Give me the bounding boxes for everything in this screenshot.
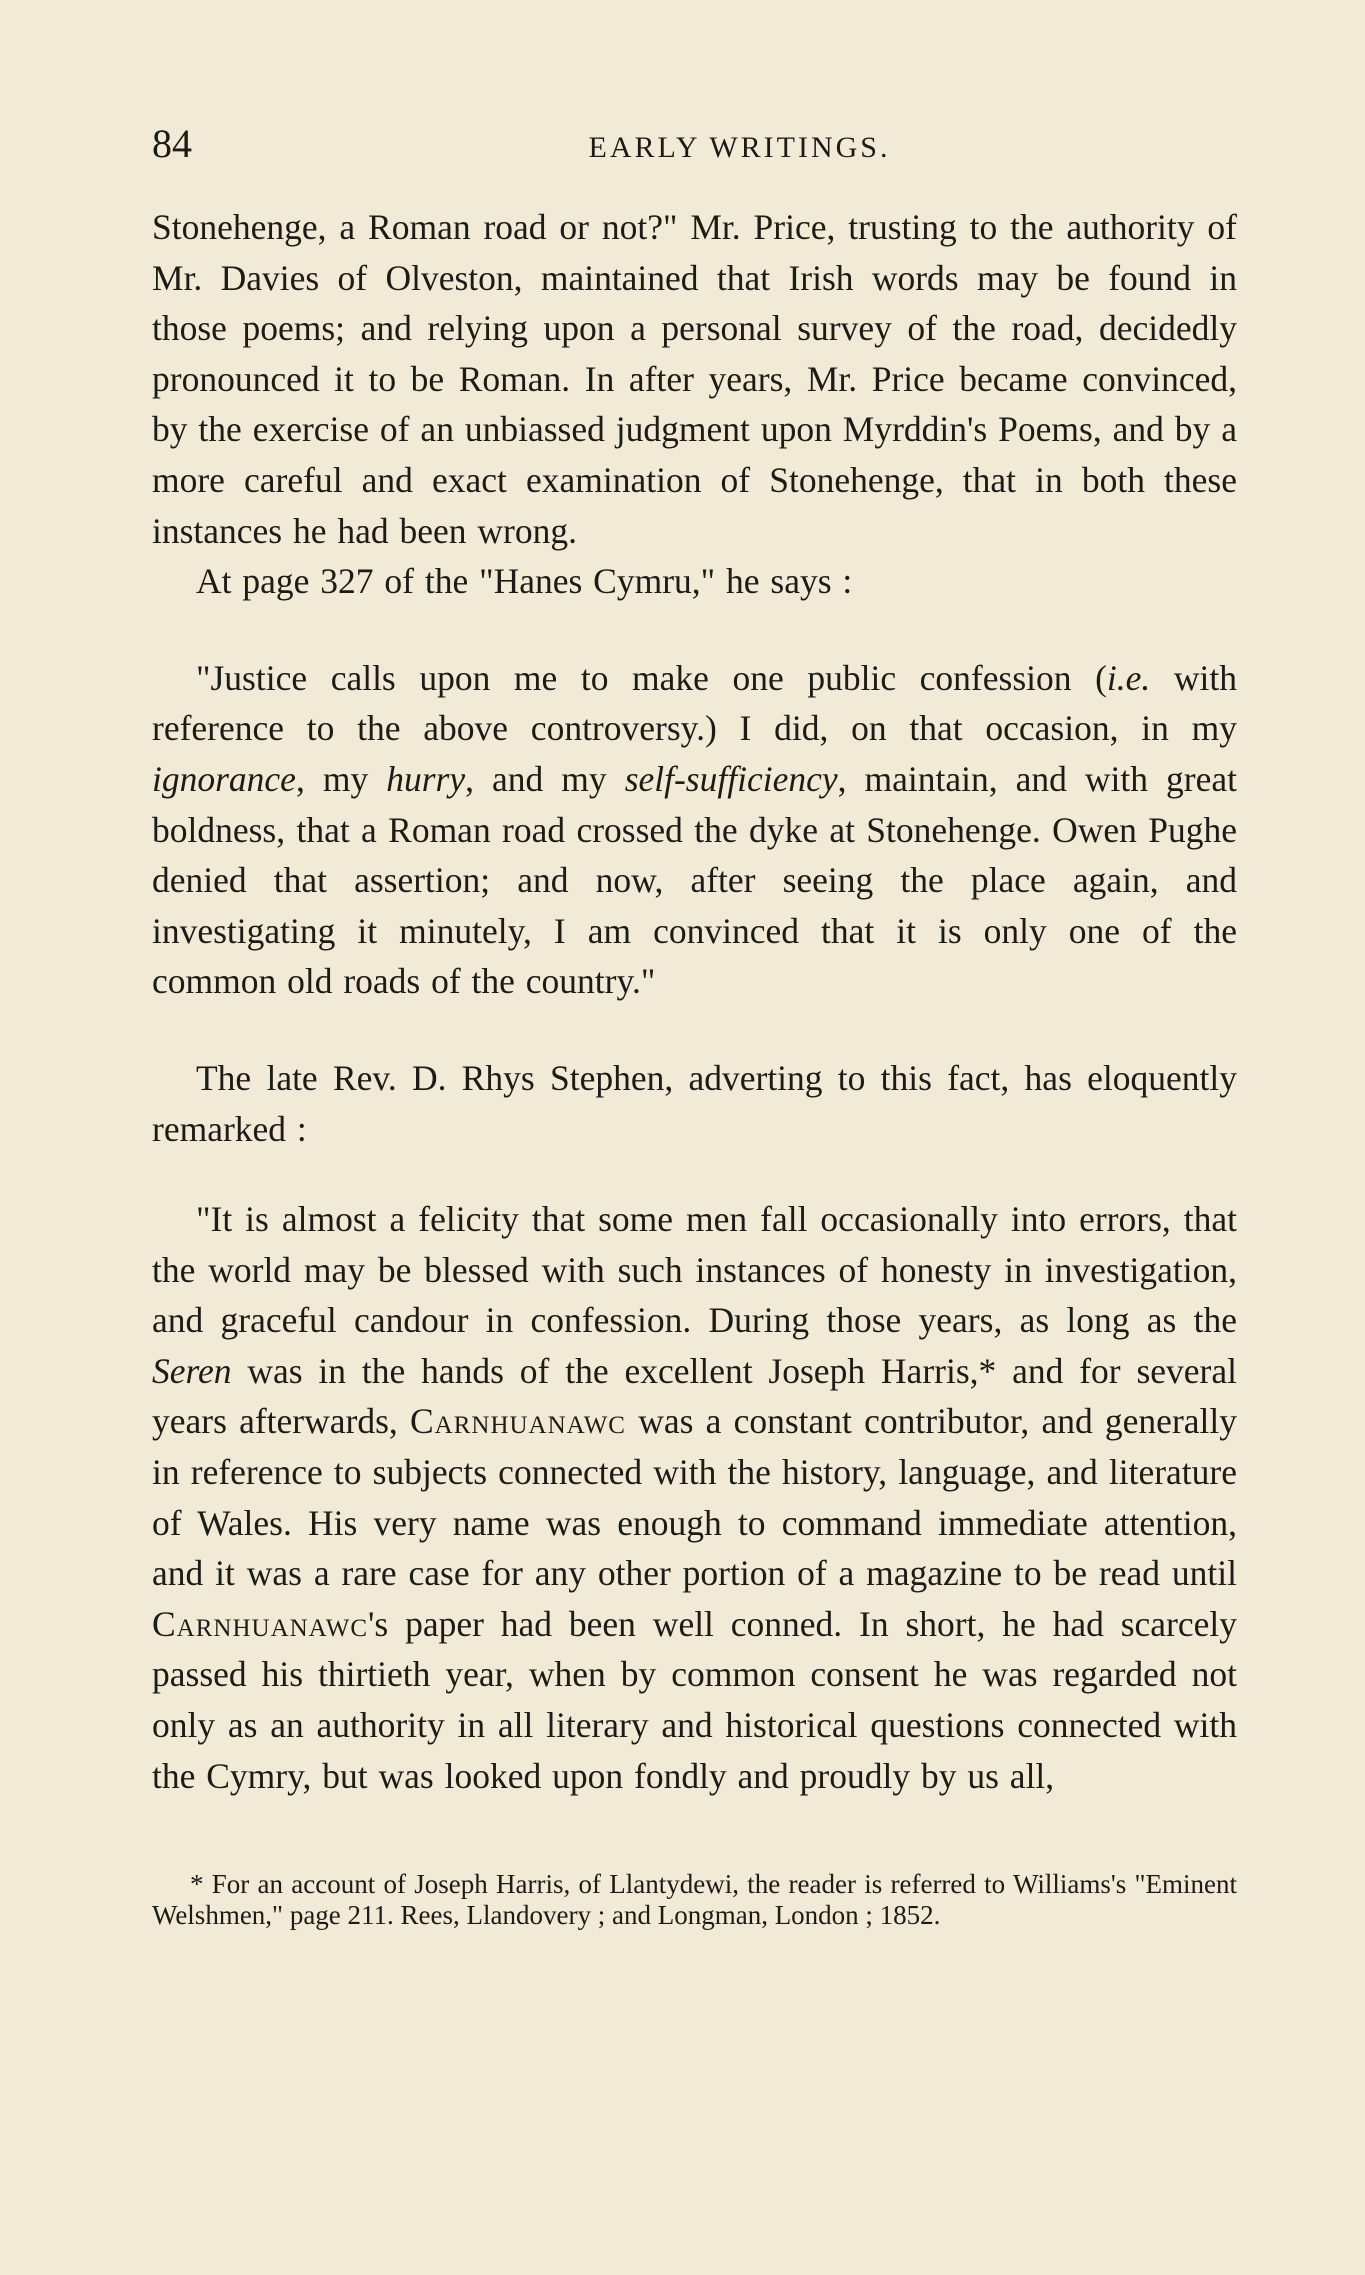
quotation-price-confession: "Justice calls upon me to make one public confession (i.e. with reference to the above controversy.) I did, on that occasion, in my ignorance, my hurry, and my self-sufficiency, maintain, and with great boldness, that a Roman road crossed the dyke at Stonehenge. Owen Pughe denied that assertion; and now, after seeing the place again, and investigating it minutely, I am convinced that it is only one of the common old roads of the country." bbox=[152, 657, 1237, 1002]
body-text bbox=[152, 202, 1237, 1801]
italic-seren: Seren bbox=[152, 1350, 232, 1391]
paragraph-hanes-cymru: At page 327 of the "Hanes Cymru," he says : bbox=[196, 561, 853, 602]
italic-ie: i.e. bbox=[1106, 657, 1151, 698]
footnote bbox=[152, 1869, 1237, 1931]
paragraph-rhys-stephen: The late Rev. D. Rhys Stephen, adverting to this fact, has eloquently remarked : bbox=[152, 1057, 1237, 1149]
italic-self-sufficiency: self-sufficiency bbox=[624, 758, 838, 799]
italic-ignorance: ignorance bbox=[152, 758, 296, 799]
italic-hurry: hurry bbox=[386, 758, 466, 799]
running-head bbox=[152, 120, 1237, 180]
paragraph-continued: Stonehenge, a Roman road or not?" Mr. Price, trusting to the authority of Mr. Davies of Olveston, maintained that Irish words may be found in those poems; and relying upon a personal survey of the road, decidedly pronounced it to be Roman. In after years, Mr. Price became convinced, by the exercise of an unbiassed judgment upon Myrddin's Poems, and by a more careful and exact examination of Stonehenge, that in both these instances he had been wrong. bbox=[152, 207, 1237, 551]
quotation-rhys-stephen: "It is almost a felicity that some men fall occasionally into errors, that the world may be blessed with such instances of honesty in investigation, and graceful candour in confession. During those years, as long as the Seren was in the hands of the excellent Joseph Harris,* and for several years afterwards, Carnhuanawc was a constant contributor, and generally in reference to subjects connected with the history, language, and literature of Wales. His very name was enough to command immediate attention, and it was a rare case for any other portion of a magazine to be read until Carnhuanawc's paper had been well conned. In short, he had scarcely passed his thirtieth year, when by common consent he was regarded not only as an authority in all literary and historical questions connected with the Cymry, but was looked upon fondly and proudly by us all, bbox=[152, 1199, 1237, 1796]
small-caps-carnhuanawc: Carnhuanawc bbox=[409, 1401, 626, 1442]
running-title: EARLY WRITINGS. bbox=[588, 131, 891, 164]
page-number: 84 bbox=[152, 121, 192, 166]
small-caps-carnhuanawc: Carnhuanawc bbox=[152, 1603, 369, 1644]
footnote-text: * For an account of Joseph Harris, of Llantydewi, the reader is referred to Williams's "Eminent Welshmen," page 211. Rees, Llandovery ; and Longman, London ; 1852. bbox=[152, 1869, 1237, 1931]
